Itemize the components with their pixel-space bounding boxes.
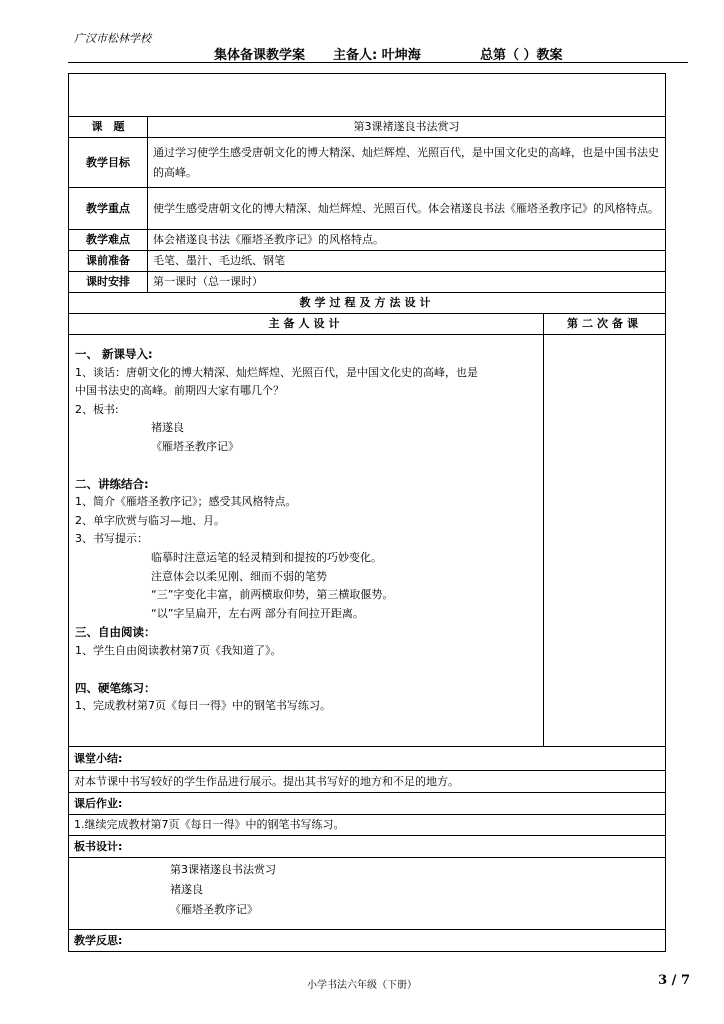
homework-text-row	[69, 815, 666, 836]
summary-text: 对本节课中书写较好的学生作品进行展示。提出其书写好的地方和不足的地方。	[69, 771, 666, 793]
homework-text: 1.继续完成教材第7页《每日一得》中的钢笔书写练习。	[69, 815, 666, 836]
summary-label: 课堂小结:	[69, 747, 666, 771]
section-1-line: 中国书法史的高峰。前期四大家有哪几个？	[75, 384, 284, 398]
document-header	[0, 44, 724, 62]
goal-label: 教学目标	[69, 138, 148, 188]
board-line: 《雁塔圣教序记》	[170, 903, 258, 916]
process-title-row	[69, 293, 666, 314]
goal-row	[69, 138, 666, 188]
serial-number: 总第（ ）教案	[480, 48, 563, 63]
board-label-row	[69, 836, 666, 858]
board-item: 《雁塔圣教序记》	[151, 439, 239, 453]
reflection-row	[69, 930, 666, 952]
summary-text-row	[69, 771, 666, 793]
page-number: 3 / 7	[658, 973, 690, 988]
difficulty-label: 教学难点	[69, 230, 148, 251]
prep-value: 毛笔、墨汁、毛边纸、钢笔	[148, 251, 666, 272]
key-value: 使学生感受唐朝文化的博大精深、灿烂辉煌、光照百代。体会褚遂良书法《雁塔圣教序记》的风格特点。	[148, 188, 666, 230]
board-content-row	[69, 858, 666, 930]
prep-label: 课前准备	[69, 251, 148, 272]
design-body-row	[69, 335, 666, 747]
prep-row	[69, 251, 666, 272]
process-title: 教学过程及方法设计	[69, 293, 666, 314]
topic-value: 第3课褚遂良书法赏习	[148, 117, 666, 138]
key-row	[69, 188, 666, 230]
schedule-value: 第一课时（总一课时）	[148, 272, 666, 293]
board-label: 板书设计:	[69, 836, 666, 858]
summary-label-row	[69, 747, 666, 771]
section-4-line: 1、完成教材第7页《每日一得》中的钢笔书写练习。	[75, 699, 331, 713]
writing-tip: 注意体会以柔见刚、细而不弱的笔势	[151, 569, 327, 583]
section-2-line: 2、单字欣赏与临习—地、月。	[75, 513, 225, 527]
schedule-row	[69, 272, 666, 293]
header-divider	[68, 62, 688, 63]
section-3-title: 三、自由阅读：	[75, 625, 156, 640]
design-content	[69, 335, 544, 747]
section-1-title: 一、 新课导入:	[75, 347, 153, 361]
section-2-line: 3、书写提示：	[75, 532, 148, 546]
board-line: 第3课褚遂良书法赏习	[170, 863, 276, 876]
footer-text: 小学书法六年级（下册）	[307, 980, 417, 991]
doc-title: 集体备课教学案	[214, 48, 306, 63]
homework-label: 课后作业:	[69, 793, 666, 815]
key-label: 教学重点	[69, 188, 148, 230]
section-2-line: 1、简介《雁塔圣教序记》；感受其风格特点。	[75, 495, 297, 509]
section-3-line: 1、学生自由阅读教材第7页《我知道了》。	[75, 643, 282, 657]
board-line: 褚遂良	[170, 883, 203, 896]
writing-tip: 临摹时注意运笔的轻灵精到和提按的巧妙变化。	[151, 550, 382, 564]
difficulty-value: 体会褚遂良书法《雁塔圣教序记》的风格特点。	[148, 230, 666, 251]
column-header-row	[69, 314, 666, 335]
topic-label: 课 题	[69, 117, 148, 138]
writing-tip: “以”字呈扁开，左右两 部分有间拉开距离。	[151, 606, 364, 620]
section-2-title: 二、讲练结合:	[75, 476, 149, 491]
difficulty-row	[69, 230, 666, 251]
section-4-title: 四、硬笔练习：	[75, 680, 156, 695]
section-1-line: 2、板书:	[75, 402, 119, 416]
preparer: 主备人: 叶坤海	[333, 48, 421, 63]
second-prep-header: 第二次备课	[544, 314, 666, 335]
goal-value: 通过学习使学生感受唐朝文化的博大精深、灿烂辉煌、光照百代，是中国文化史的高峰，也是中国书法史的高峰。	[148, 138, 666, 188]
blank-top-row	[69, 74, 666, 117]
writing-tip: “三”字变化丰富，前两横取仰势，第三横取偃势。	[151, 588, 394, 602]
section-1-line: 1、谈话：唐朝文化的博大精深、灿烂辉煌、光照百代，是中国文化史的高峰，也是	[75, 365, 478, 379]
schedule-label: 课时安排	[69, 272, 148, 293]
board-content	[69, 858, 666, 930]
second-prep-content	[544, 335, 666, 747]
school-name: 广汉市松林学校	[74, 32, 151, 45]
main-design-header: 主备人设计	[69, 314, 544, 335]
topic-row	[69, 117, 666, 138]
homework-label-row	[69, 793, 666, 815]
lesson-plan-table	[68, 73, 666, 952]
board-item: 褚遂良	[151, 421, 184, 435]
reflection-label: 教学反思:	[69, 930, 666, 952]
